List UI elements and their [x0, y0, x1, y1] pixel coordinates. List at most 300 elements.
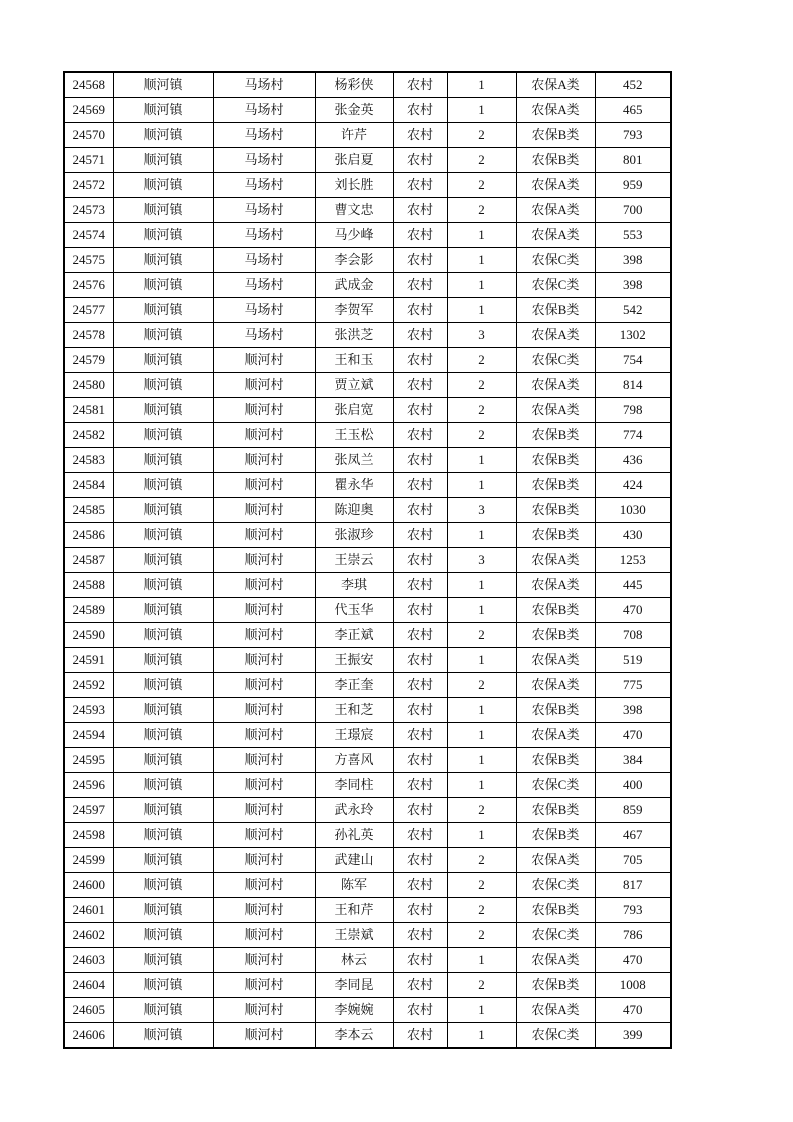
cell-village: 顺河村: [213, 773, 315, 798]
cell-town: 顺河镇: [113, 198, 213, 223]
cell-town: 顺河镇: [113, 72, 213, 98]
cell-residence-type: 农村: [393, 323, 447, 348]
cell-person-name: 孙礼英: [315, 823, 393, 848]
cell-person-count: 1: [447, 523, 516, 548]
table-row: [64, 848, 671, 873]
cell-serial-number: 24596: [64, 773, 113, 798]
cell-person-name: 王崇云: [315, 548, 393, 573]
cell-person-name: 张淑珍: [315, 523, 393, 548]
cell-person-name: 陈军: [315, 873, 393, 898]
cell-amount: 754: [595, 348, 671, 373]
cell-person-count: 1: [447, 998, 516, 1023]
cell-town: 顺河镇: [113, 673, 213, 698]
cell-insurance-category: 农保A类: [516, 72, 595, 98]
cell-town: 顺河镇: [113, 573, 213, 598]
table-row: [64, 473, 671, 498]
cell-town: 顺河镇: [113, 498, 213, 523]
cell-residence-type: 农村: [393, 823, 447, 848]
cell-person-count: 1: [447, 72, 516, 98]
cell-village: 顺河村: [213, 673, 315, 698]
cell-serial-number: 24585: [64, 498, 113, 523]
cell-residence-type: 农村: [393, 223, 447, 248]
cell-person-count: 1: [447, 573, 516, 598]
cell-person-count: 1: [447, 273, 516, 298]
cell-insurance-category: 农保A类: [516, 948, 595, 973]
cell-insurance-category: 农保B类: [516, 523, 595, 548]
cell-village: 顺河村: [213, 423, 315, 448]
cell-village: 顺河村: [213, 348, 315, 373]
table-row: [64, 648, 671, 673]
cell-amount: 384: [595, 748, 671, 773]
table-row: [64, 873, 671, 898]
cell-residence-type: 农村: [393, 848, 447, 873]
table-row: [64, 548, 671, 573]
cell-village: 马场村: [213, 223, 315, 248]
cell-person-count: 1: [447, 98, 516, 123]
cell-person-name: 李贺军: [315, 298, 393, 323]
cell-village: 马场村: [213, 98, 315, 123]
cell-amount: 817: [595, 873, 671, 898]
cell-amount: 452: [595, 72, 671, 98]
cell-person-name: 贾立斌: [315, 373, 393, 398]
cell-insurance-category: 农保C类: [516, 348, 595, 373]
cell-insurance-category: 农保C类: [516, 923, 595, 948]
cell-person-name: 林云: [315, 948, 393, 973]
cell-amount: 1253: [595, 548, 671, 573]
cell-town: 顺河镇: [113, 898, 213, 923]
cell-person-count: 2: [447, 898, 516, 923]
cell-town: 顺河镇: [113, 223, 213, 248]
cell-serial-number: 24600: [64, 873, 113, 898]
cell-serial-number: 24576: [64, 273, 113, 298]
cell-insurance-category: 农保A类: [516, 648, 595, 673]
cell-person-name: 李婉婉: [315, 998, 393, 1023]
cell-town: 顺河镇: [113, 698, 213, 723]
cell-person-name: 王璟宸: [315, 723, 393, 748]
cell-residence-type: 农村: [393, 348, 447, 373]
cell-town: 顺河镇: [113, 123, 213, 148]
cell-village: 马场村: [213, 198, 315, 223]
cell-residence-type: 农村: [393, 973, 447, 998]
cell-person-name: 马少峰: [315, 223, 393, 248]
cell-insurance-category: 农保B类: [516, 623, 595, 648]
cell-residence-type: 农村: [393, 298, 447, 323]
cell-residence-type: 农村: [393, 123, 447, 148]
table-row: [64, 123, 671, 148]
cell-residence-type: 农村: [393, 873, 447, 898]
cell-person-count: 2: [447, 423, 516, 448]
cell-insurance-category: 农保A类: [516, 398, 595, 423]
cell-person-count: 1: [447, 648, 516, 673]
cell-person-count: 3: [447, 548, 516, 573]
cell-amount: 398: [595, 698, 671, 723]
cell-town: 顺河镇: [113, 973, 213, 998]
table-row: [64, 173, 671, 198]
cell-town: 顺河镇: [113, 148, 213, 173]
cell-person-count: 1: [447, 473, 516, 498]
cell-village: 顺河村: [213, 998, 315, 1023]
table-row: [64, 948, 671, 973]
cell-village: 马场村: [213, 273, 315, 298]
cell-town: 顺河镇: [113, 948, 213, 973]
cell-residence-type: 农村: [393, 448, 447, 473]
cell-insurance-category: 农保C类: [516, 773, 595, 798]
cell-person-count: 2: [447, 198, 516, 223]
cell-person-count: 1: [447, 723, 516, 748]
cell-person-name: 陈迎奥: [315, 498, 393, 523]
cell-village: 顺河村: [213, 898, 315, 923]
cell-amount: 424: [595, 473, 671, 498]
cell-serial-number: 24583: [64, 448, 113, 473]
cell-amount: 398: [595, 273, 671, 298]
cell-serial-number: 24593: [64, 698, 113, 723]
table-row: [64, 523, 671, 548]
cell-village: 马场村: [213, 298, 315, 323]
cell-village: 顺河村: [213, 523, 315, 548]
cell-person-count: 2: [447, 873, 516, 898]
cell-residence-type: 农村: [393, 673, 447, 698]
cell-town: 顺河镇: [113, 373, 213, 398]
cell-village: 顺河村: [213, 848, 315, 873]
cell-town: 顺河镇: [113, 548, 213, 573]
table-row: [64, 273, 671, 298]
cell-person-name: 王玉松: [315, 423, 393, 448]
table-row: [64, 973, 671, 998]
cell-village: 顺河村: [213, 798, 315, 823]
cell-insurance-category: 农保C类: [516, 248, 595, 273]
cell-amount: 786: [595, 923, 671, 948]
cell-person-count: 1: [447, 448, 516, 473]
cell-insurance-category: 农保A类: [516, 548, 595, 573]
cell-town: 顺河镇: [113, 598, 213, 623]
cell-serial-number: 24575: [64, 248, 113, 273]
table-row: [64, 223, 671, 248]
cell-insurance-category: 农保B类: [516, 473, 595, 498]
cell-insurance-category: 农保A类: [516, 998, 595, 1023]
cell-residence-type: 农村: [393, 898, 447, 923]
cell-person-name: 李正奎: [315, 673, 393, 698]
cell-amount: 542: [595, 298, 671, 323]
cell-village: 顺河村: [213, 498, 315, 523]
cell-residence-type: 农村: [393, 723, 447, 748]
cell-insurance-category: 农保A类: [516, 673, 595, 698]
table-row: [64, 248, 671, 273]
cell-town: 顺河镇: [113, 98, 213, 123]
cell-village: 顺河村: [213, 598, 315, 623]
cell-town: 顺河镇: [113, 1023, 213, 1049]
cell-person-count: 3: [447, 323, 516, 348]
cell-town: 顺河镇: [113, 298, 213, 323]
cell-insurance-category: 农保A类: [516, 848, 595, 873]
records-table-body: [64, 72, 671, 1048]
cell-insurance-category: 农保B类: [516, 148, 595, 173]
cell-person-name: 方喜风: [315, 748, 393, 773]
cell-person-name: 李同昆: [315, 973, 393, 998]
cell-person-name: 李会影: [315, 248, 393, 273]
cell-village: 顺河村: [213, 373, 315, 398]
cell-serial-number: 24573: [64, 198, 113, 223]
cell-residence-type: 农村: [393, 498, 447, 523]
cell-person-count: 2: [447, 373, 516, 398]
cell-person-count: 1: [447, 223, 516, 248]
cell-amount: 436: [595, 448, 671, 473]
cell-person-name: 张启夏: [315, 148, 393, 173]
cell-amount: 445: [595, 573, 671, 598]
cell-residence-type: 农村: [393, 573, 447, 598]
cell-person-name: 杨彩侠: [315, 72, 393, 98]
cell-amount: 470: [595, 998, 671, 1023]
cell-person-count: 1: [447, 773, 516, 798]
table-row: [64, 148, 671, 173]
cell-amount: 399: [595, 1023, 671, 1049]
cell-amount: 793: [595, 123, 671, 148]
cell-serial-number: 24602: [64, 923, 113, 948]
cell-residence-type: 农村: [393, 173, 447, 198]
cell-village: 顺河村: [213, 748, 315, 773]
cell-serial-number: 24578: [64, 323, 113, 348]
cell-person-count: 2: [447, 798, 516, 823]
table-row: [64, 348, 671, 373]
cell-serial-number: 24587: [64, 548, 113, 573]
cell-amount: 793: [595, 898, 671, 923]
cell-residence-type: 农村: [393, 698, 447, 723]
cell-residence-type: 农村: [393, 373, 447, 398]
cell-person-count: 2: [447, 348, 516, 373]
cell-town: 顺河镇: [113, 648, 213, 673]
cell-town: 顺河镇: [113, 323, 213, 348]
cell-residence-type: 农村: [393, 273, 447, 298]
cell-amount: 959: [595, 173, 671, 198]
cell-person-count: 2: [447, 623, 516, 648]
cell-insurance-category: 农保B类: [516, 598, 595, 623]
cell-amount: 775: [595, 673, 671, 698]
cell-insurance-category: 农保B类: [516, 898, 595, 923]
cell-insurance-category: 农保B类: [516, 298, 595, 323]
cell-village: 马场村: [213, 173, 315, 198]
cell-insurance-category: 农保B类: [516, 123, 595, 148]
cell-serial-number: 24606: [64, 1023, 113, 1049]
cell-insurance-category: 农保B类: [516, 448, 595, 473]
cell-insurance-category: 农保B类: [516, 498, 595, 523]
table-row: [64, 673, 671, 698]
table-row: [64, 623, 671, 648]
cell-amount: 1008: [595, 973, 671, 998]
cell-insurance-category: 农保A类: [516, 173, 595, 198]
table-row: [64, 498, 671, 523]
cell-amount: 708: [595, 623, 671, 648]
table-row: [64, 748, 671, 773]
cell-insurance-category: 农保C类: [516, 273, 595, 298]
cell-residence-type: 农村: [393, 1023, 447, 1049]
table-row: [64, 298, 671, 323]
cell-amount: 470: [595, 948, 671, 973]
table-row: [64, 1023, 671, 1049]
cell-town: 顺河镇: [113, 348, 213, 373]
cell-serial-number: 24595: [64, 748, 113, 773]
cell-amount: 400: [595, 773, 671, 798]
cell-residence-type: 农村: [393, 998, 447, 1023]
cell-village: 顺河村: [213, 873, 315, 898]
cell-village: 顺河村: [213, 1023, 315, 1049]
table-row: [64, 448, 671, 473]
cell-serial-number: 24574: [64, 223, 113, 248]
cell-residence-type: 农村: [393, 248, 447, 273]
cell-serial-number: 24571: [64, 148, 113, 173]
cell-village: 马场村: [213, 72, 315, 98]
cell-serial-number: 24572: [64, 173, 113, 198]
cell-town: 顺河镇: [113, 398, 213, 423]
cell-serial-number: 24582: [64, 423, 113, 448]
cell-amount: 1030: [595, 498, 671, 523]
cell-serial-number: 24592: [64, 673, 113, 698]
cell-town: 顺河镇: [113, 173, 213, 198]
cell-insurance-category: 农保B类: [516, 823, 595, 848]
cell-village: 顺河村: [213, 698, 315, 723]
table-row: [64, 698, 671, 723]
cell-person-name: 张洪芝: [315, 323, 393, 348]
cell-amount: 430: [595, 523, 671, 548]
cell-insurance-category: 农保B类: [516, 798, 595, 823]
cell-serial-number: 24599: [64, 848, 113, 873]
cell-village: 顺河村: [213, 398, 315, 423]
table-row: [64, 998, 671, 1023]
cell-amount: 519: [595, 648, 671, 673]
cell-person-count: 1: [447, 298, 516, 323]
cell-town: 顺河镇: [113, 723, 213, 748]
cell-village: 顺河村: [213, 548, 315, 573]
cell-serial-number: 24579: [64, 348, 113, 373]
cell-serial-number: 24580: [64, 373, 113, 398]
cell-village: 马场村: [213, 248, 315, 273]
cell-person-count: 2: [447, 973, 516, 998]
table-row: [64, 923, 671, 948]
cell-person-name: 刘长胜: [315, 173, 393, 198]
cell-village: 顺河村: [213, 623, 315, 648]
table-row: [64, 423, 671, 448]
cell-insurance-category: 农保C类: [516, 873, 595, 898]
cell-village: 马场村: [213, 323, 315, 348]
table-row: [64, 898, 671, 923]
cell-residence-type: 农村: [393, 773, 447, 798]
cell-person-name: 武建山: [315, 848, 393, 873]
cell-town: 顺河镇: [113, 823, 213, 848]
cell-person-name: 王振安: [315, 648, 393, 673]
cell-amount: 465: [595, 98, 671, 123]
cell-village: 顺河村: [213, 923, 315, 948]
table-row: [64, 98, 671, 123]
cell-amount: 470: [595, 723, 671, 748]
cell-town: 顺河镇: [113, 423, 213, 448]
cell-person-name: 张金英: [315, 98, 393, 123]
cell-town: 顺河镇: [113, 873, 213, 898]
cell-serial-number: 24598: [64, 823, 113, 848]
cell-residence-type: 农村: [393, 198, 447, 223]
table-row: [64, 573, 671, 598]
cell-person-count: 1: [447, 598, 516, 623]
cell-serial-number: 24603: [64, 948, 113, 973]
cell-residence-type: 农村: [393, 473, 447, 498]
cell-residence-type: 农村: [393, 648, 447, 673]
cell-town: 顺河镇: [113, 273, 213, 298]
cell-serial-number: 24590: [64, 623, 113, 648]
cell-town: 顺河镇: [113, 623, 213, 648]
cell-insurance-category: 农保A类: [516, 98, 595, 123]
cell-serial-number: 24581: [64, 398, 113, 423]
cell-person-count: 3: [447, 498, 516, 523]
cell-amount: 467: [595, 823, 671, 848]
cell-person-name: 李本云: [315, 1023, 393, 1049]
cell-town: 顺河镇: [113, 798, 213, 823]
cell-serial-number: 24594: [64, 723, 113, 748]
cell-person-count: 1: [447, 248, 516, 273]
table-row: [64, 773, 671, 798]
cell-amount: 705: [595, 848, 671, 873]
cell-amount: 859: [595, 798, 671, 823]
cell-village: 顺河村: [213, 723, 315, 748]
cell-person-name: 李正斌: [315, 623, 393, 648]
table-row: [64, 72, 671, 98]
cell-person-name: 张启宽: [315, 398, 393, 423]
table-row: [64, 723, 671, 748]
cell-residence-type: 农村: [393, 798, 447, 823]
cell-village: 马场村: [213, 123, 315, 148]
cell-serial-number: 24588: [64, 573, 113, 598]
cell-person-name: 瞿永华: [315, 473, 393, 498]
cell-serial-number: 24604: [64, 973, 113, 998]
cell-insurance-category: 农保B类: [516, 698, 595, 723]
cell-person-count: 2: [447, 848, 516, 873]
cell-amount: 798: [595, 398, 671, 423]
cell-insurance-category: 农保A类: [516, 573, 595, 598]
cell-town: 顺河镇: [113, 473, 213, 498]
cell-town: 顺河镇: [113, 448, 213, 473]
cell-person-name: 王和芹: [315, 898, 393, 923]
cell-town: 顺河镇: [113, 248, 213, 273]
cell-serial-number: 24570: [64, 123, 113, 148]
cell-town: 顺河镇: [113, 748, 213, 773]
cell-amount: 470: [595, 598, 671, 623]
cell-serial-number: 24601: [64, 898, 113, 923]
cell-serial-number: 24605: [64, 998, 113, 1023]
table-row: [64, 598, 671, 623]
cell-amount: 774: [595, 423, 671, 448]
cell-serial-number: 24577: [64, 298, 113, 323]
cell-village: 顺河村: [213, 973, 315, 998]
cell-person-count: 1: [447, 1023, 516, 1049]
cell-serial-number: 24597: [64, 798, 113, 823]
cell-village: 顺河村: [213, 448, 315, 473]
cell-village: 马场村: [213, 148, 315, 173]
cell-serial-number: 24568: [64, 72, 113, 98]
cell-person-name: 武永玲: [315, 798, 393, 823]
cell-person-name: 武成金: [315, 273, 393, 298]
cell-amount: 814: [595, 373, 671, 398]
cell-insurance-category: 农保A类: [516, 323, 595, 348]
cell-person-count: 1: [447, 748, 516, 773]
cell-residence-type: 农村: [393, 423, 447, 448]
cell-person-name: 王崇斌: [315, 923, 393, 948]
cell-person-count: 2: [447, 673, 516, 698]
cell-insurance-category: 农保B类: [516, 973, 595, 998]
records-table: [63, 71, 672, 1049]
cell-person-count: 2: [447, 148, 516, 173]
cell-residence-type: 农村: [393, 948, 447, 973]
cell-residence-type: 农村: [393, 748, 447, 773]
cell-residence-type: 农村: [393, 72, 447, 98]
cell-serial-number: 24584: [64, 473, 113, 498]
cell-town: 顺河镇: [113, 848, 213, 873]
cell-serial-number: 24589: [64, 598, 113, 623]
